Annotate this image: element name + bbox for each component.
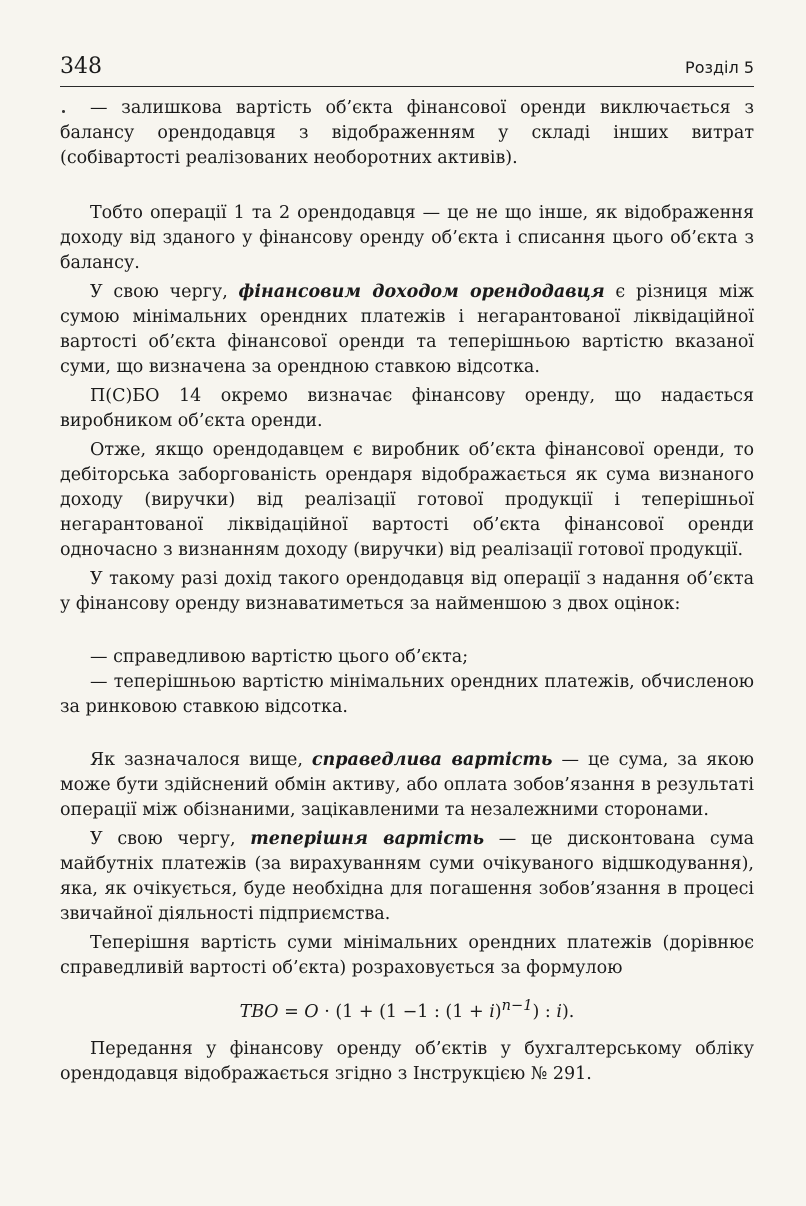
text-run: У свою чергу, [90, 282, 239, 302]
formula-end: ). [561, 1001, 575, 1022]
text-run: — це дисконтована сума майбутніх платежів (за вирахуванням суми очікуваного відшкодування), яка, як очікується, буде необхідна для погашення зобов’язання в процесі звичайної діяльності підприємства. [60, 829, 755, 924]
paragraph-present-value-definition [60, 827, 754, 927]
paragraph-financial-income [60, 280, 754, 380]
list-item-present-value: — теперішньою вартістю мінімальних орендних платежів, обчисленою за ринковою ставкою відсотка. [60, 672, 754, 717]
text-run: — це сума, за якою може бути здійснений обмін активу, або оплата зобов’язання в результаті операції між обізнаними, зацікавленими та незалежними сторонами. [60, 750, 755, 820]
formula-lhs: ТВО [239, 1001, 279, 1022]
paragraph-operations-summary: Тобто операції 1 та 2 орендодавця — це не що інше, як відображення доходу від зданого у фінансову оренду об’єкта і списання цього об’єкта з балансу. [60, 203, 754, 273]
formula-tail: ) : [532, 1001, 557, 1022]
paragraph-income-estimate: У такому разі дохід такого орендодавця від операції з надання об’єкта у фінансову оренду визнаватиметься за найменшою з двох оцінок: [60, 569, 754, 614]
running-head: Розділ 5 [685, 58, 754, 77]
paragraph-psbo-14: П(С)БО 14 окремо визначає фінансову оренду, що надається виробником об’єкта оренди. [60, 386, 754, 431]
list-item-fair-value: — справедливою вартістю цього об’єкта; [90, 647, 469, 667]
paragraph-residual-value: — залишкова вартість об’єкта фінансової оренди виключається з балансу орендодавця з відображенням у складі інших витрат (собівартості реалізованих необоротних активів). [60, 98, 754, 168]
formula-mid: · (1 + (1 −1 : (1 + [318, 1001, 490, 1022]
text-run: є різниця між сумою мінімальних орендних платежів і негарантованої ліквідаційної вартості об’єкта фінансової оренди та теперішньою вартістю вказаної суми, що визначена за орендною ставкою відсотка. [60, 282, 755, 377]
term-fair-value: справедлива вартість [311, 750, 553, 770]
formula-eq: = [278, 1001, 305, 1022]
paragraph-formula-intro: Теперішня вартість суми мінімальних орендних платежів (дорівнює справедливій вартості об’єкта) розраховується за формулою [60, 933, 754, 978]
term-present-value: теперішня вартість [250, 829, 485, 849]
page-header [60, 52, 754, 87]
term-financial-income: фінансовим доходом орендодавця [238, 282, 605, 302]
formula-i: i [489, 1001, 495, 1022]
page-number: 348 [60, 54, 102, 79]
text-run: У свою чергу, [90, 829, 251, 849]
paragraph-manufacturer-lessor: Отже, якщо орендодавцем є виробник об’єкта фінансової оренди, то дебіторська заборгованість орендаря відображається як сума визнаного доходу (виручки) від реалізації готової продукції і теперішньої негарантованої ліквідаційної вартості об’єкта фінансової оренди одночасно з визнанням доходу (виручки) від реалізації готової продукції. [60, 440, 754, 560]
formula-exponent: n−1 [501, 997, 533, 1014]
formula-i: i [556, 1001, 562, 1022]
formula-o: О [304, 1001, 319, 1022]
formula [60, 993, 754, 1025]
page-body [60, 96, 754, 1087]
text-run: Як зазначалося вище, [90, 750, 312, 770]
paragraph-fair-value-definition [60, 748, 754, 823]
paragraph-instruction-291: Передання у фінансову оренду об’єктів у бухгалтерському обліку орендодавця відображається згідно з Інструкцією № 291. [60, 1038, 754, 1084]
formula-paren: ) [494, 1001, 502, 1022]
